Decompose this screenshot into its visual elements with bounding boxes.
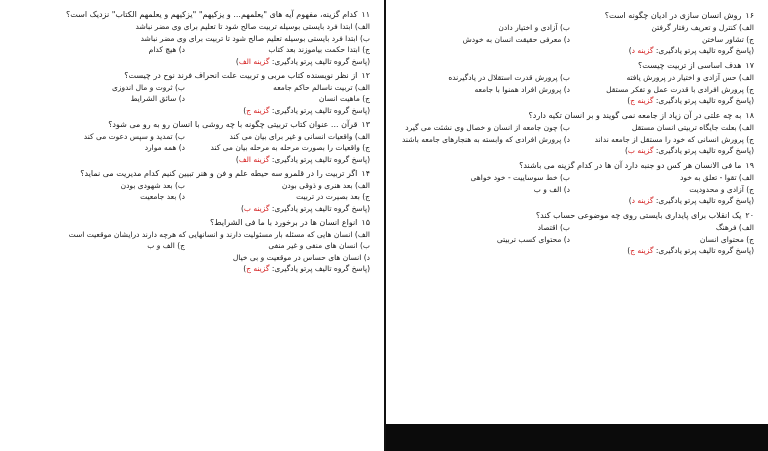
answer-prefix: (پاسخ گروه تالیف پرتو یادگیری:	[269, 264, 370, 273]
answer-choice: گزینه ج	[246, 105, 270, 115]
answer-choice: گزینه د	[631, 196, 654, 205]
answer-options	[394, 22, 754, 45]
question-line	[8, 9, 370, 21]
answer-suffix: )	[627, 96, 631, 105]
option-item: ب) چون جامعه از انسان و خصال وی نشئت می گیرد	[405, 123, 570, 132]
bottom-black-bar	[386, 424, 768, 451]
left-question-column	[8, 9, 370, 277]
answer-key	[394, 45, 754, 57]
answer-choice: گزینه ب	[627, 146, 654, 155]
answer-options	[8, 82, 370, 105]
question-block	[8, 119, 370, 166]
answer-choice: گزینه د	[631, 46, 654, 55]
option-item: د) انسان های حساس در موقعیت و بی خیال	[232, 252, 370, 262]
answer-key	[8, 154, 370, 166]
answer-choice: گزینه الف	[238, 154, 270, 164]
answer-suffix: )	[240, 203, 244, 213]
answer-suffix: )	[624, 146, 628, 155]
option-item: د) سائق الشرایط	[130, 94, 185, 103]
option-item: الف) واقعیات انسانی و غیر برای بیان می کند	[229, 131, 370, 141]
answer-choice: گزینه ب	[243, 203, 270, 213]
option-item: الف) انسان هایی که مسئله بار مسئولیت دارند و انسانهایی که هرچه دارند درایشان موقعیت است	[68, 229, 370, 239]
option-item: الف) تربیت ناسالم حاکم جامعه	[273, 82, 370, 92]
question-block	[394, 10, 754, 57]
question-block	[8, 9, 370, 68]
question-number: ۱۴	[361, 168, 370, 178]
option-item: الف) بعد هنری و ذوقی بودن	[281, 180, 370, 190]
question-number: ۱۷	[745, 61, 754, 70]
option-item: ج) پرورش انسانی که خود را مستقل از جامعه نداند	[594, 134, 754, 144]
answer-prefix: (پاسخ گروه تالیف پرتو یادگیری:	[653, 146, 754, 155]
answer-suffix: )	[627, 246, 631, 255]
option-item: ب) بعد شهودی بودن	[120, 180, 185, 190]
answer-key	[394, 95, 754, 107]
answer-key	[394, 145, 754, 157]
question-line	[394, 160, 754, 172]
answer-options	[8, 21, 370, 56]
answer-key	[8, 263, 370, 275]
question-text: قرآن ... عنوان کتاب تربیتی چگونه با چه روشی با انسان رو به رو می شود؟	[108, 119, 358, 129]
answer-prefix: (پاسخ گروه تالیف پرتو یادگیری:	[269, 154, 370, 164]
option-item: ب) اقتصاد	[537, 223, 570, 232]
answer-options	[8, 229, 370, 264]
answer-prefix: (پاسخ گروه تالیف پرتو یادگیری:	[269, 105, 370, 115]
option-item: ج) بعد بصیرت در تربیت	[296, 192, 370, 201]
option-item: ب) آزادی و اختیار دادن	[498, 23, 570, 32]
question-number: ۲۰	[745, 211, 754, 220]
option-item: ج) واقعیات را بصورت مرحله به مرحله بیان می کند	[210, 143, 370, 152]
option-item: ب) ابتدا فرد بایستی بوسیله تعلیم صالح شود تا تربیت برای وی مضر نباشد	[140, 33, 370, 43]
option-item: ب) خط سوساییت - خود خواهی	[470, 173, 570, 182]
option-item: ب) ثروت و مال اندوزی	[111, 82, 185, 92]
question-text: روش انسان سازی در ادیان چگونه است؟	[604, 11, 742, 20]
answer-options	[8, 180, 370, 203]
option-item: الف) بعلت جایگاه تربیتی انسان مستقل	[631, 123, 754, 132]
question-text: کدام گزینه، مفهوم آیه های "یعلمهم... و یزکیهم" "یزکیهم و یعلمهم الکتاب" نزدیک است؟	[66, 10, 358, 19]
answer-options	[394, 72, 754, 95]
answer-options	[8, 131, 370, 154]
answer-options	[394, 122, 754, 145]
answer-suffix: )	[628, 46, 632, 55]
option-item: الف) کنترل و تعریف رفتار گرفتن	[651, 23, 754, 32]
question-line	[8, 168, 370, 180]
option-item: ج) تشاور ساختن	[701, 34, 754, 44]
question-number: ۱۵	[361, 217, 370, 227]
option-item: الف) تقوا - تعلق به خود	[680, 173, 754, 182]
question-line	[394, 210, 754, 222]
answer-suffix: )	[243, 105, 247, 115]
question-text: یک انقلاب برای پایداری بایستی روی چه موضوعی حساب کند؟	[535, 211, 742, 220]
option-item: الف) ابتدا فرد بایستی بوسیله تربیت صالح شود تا تعلیم برای وی مضر نباشد	[135, 22, 370, 31]
option-item: د) بعد جامعیت	[140, 192, 185, 201]
question-block	[8, 168, 370, 215]
option-item: ب) پرورش قدرت استقلال در یادگیرنده	[448, 73, 570, 82]
answer-key	[8, 56, 370, 68]
option-item: ج) ابتدا حکمت بیاموزند بعد کتاب	[268, 45, 370, 54]
question-text: از نظر نویسنده کتاب مربی و تربیت علت انحراف فرند نوح در چیست؟	[124, 70, 358, 80]
question-number: ۱۱	[361, 10, 370, 19]
answer-options	[394, 222, 754, 245]
option-item: ج) محتوای انسان	[699, 234, 754, 244]
answer-key	[394, 195, 754, 207]
answer-prefix: (پاسخ گروه تالیف پرتو یادگیری:	[269, 56, 370, 66]
question-line	[8, 70, 370, 82]
question-text: ما فی الانسان هر کس دو جنبه دارد آن ها در کدام گزینه می باشند؟	[519, 161, 742, 170]
answer-suffix: )	[235, 56, 239, 66]
question-number: ۱۸	[745, 111, 754, 120]
answer-choice: گزینه ج	[246, 264, 270, 273]
answer-key	[8, 105, 370, 117]
answer-suffix: )	[243, 264, 247, 273]
question-text: به چه علتی در آن زیاد از جامعه نمی گویند و بر انسان تکیه دارد؟	[528, 111, 742, 120]
option-item: ج) الف و ب	[147, 241, 185, 250]
answer-choice: گزینه ج	[630, 96, 654, 105]
option-item: د) پرورش افراد همنوا با جامعه	[474, 84, 570, 94]
option-item: الف) فرهنگ	[715, 223, 754, 232]
answer-prefix: (پاسخ گروه تالیف پرتو یادگیری:	[269, 203, 370, 213]
answer-prefix: (پاسخ گروه تالیف پرتو یادگیری:	[653, 46, 754, 55]
question-number: ۱۳	[361, 119, 370, 129]
option-item: ج) آزادی و محدودیت	[689, 184, 754, 194]
option-item: ب) تمدید و سپس دعوت می کند	[83, 131, 185, 141]
option-item: ب) انسان های منفی و غیر منفی	[268, 241, 370, 250]
option-item: ج) ماهیت انسان	[318, 94, 370, 103]
question-line	[394, 60, 754, 72]
option-item: د) معرفی حقیقت انسان به خودش	[462, 34, 570, 44]
option-item: د) همه موارد	[144, 143, 185, 152]
answer-prefix: (پاسخ گروه تالیف پرتو یادگیری:	[653, 96, 754, 105]
option-item: د) پرورش افرادی که وابسته به هنجارهای جامعه باشند	[401, 134, 570, 144]
answer-key	[8, 203, 370, 215]
question-block	[394, 210, 754, 257]
option-item: د) الف و ب	[533, 184, 570, 194]
question-block	[394, 60, 754, 107]
question-block	[394, 160, 754, 207]
question-block	[8, 217, 370, 276]
question-line	[8, 217, 370, 229]
question-number: ۱۹	[745, 161, 754, 170]
question-block	[8, 70, 370, 117]
answer-options	[394, 172, 754, 195]
answer-suffix: )	[235, 154, 239, 164]
option-item: د) محتوای کسب تربیتی	[496, 234, 570, 244]
question-block	[394, 110, 754, 157]
question-text: انواع انسان ها در برخورد با ما فی الشرایط؟	[209, 217, 358, 227]
question-line	[394, 10, 754, 22]
answer-suffix: )	[628, 196, 632, 205]
answer-choice: گزینه الف	[238, 56, 270, 66]
answer-prefix: (پاسخ گروه تالیف پرتو یادگیری:	[653, 196, 754, 205]
answer-key	[394, 245, 754, 257]
question-text: هدف اساسی از تربیت چیست؟	[637, 61, 742, 70]
answer-choice: گزینه ج	[630, 246, 654, 255]
option-item: د) هیچ کدام	[148, 45, 185, 54]
option-item: الف) حس آزادی و اختیار در پرورش یافته	[626, 73, 754, 82]
question-text: اگر تربیت را در قلمرو سه حیطه علم و فن و هنر تبیین کنیم کدام مدیریت می نماید؟	[80, 168, 358, 178]
answer-prefix: (پاسخ گروه تالیف پرتو یادگیری:	[653, 246, 754, 255]
right-page	[386, 0, 768, 424]
question-line	[8, 119, 370, 131]
question-number: ۱۲	[361, 70, 370, 80]
question-number: ۱۶	[745, 11, 754, 20]
option-item: ج) پرورش افرادی با قدرت عمل و تفکر مستقل	[606, 84, 754, 94]
question-line	[394, 110, 754, 122]
right-question-column	[394, 10, 754, 260]
